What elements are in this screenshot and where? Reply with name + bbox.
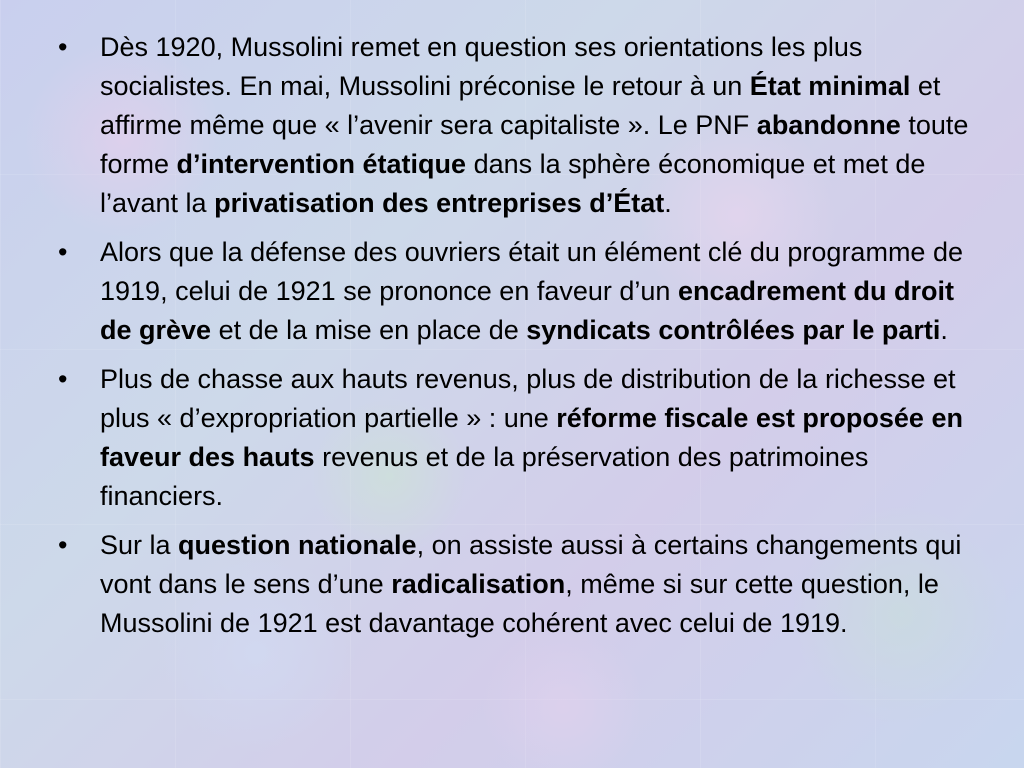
text-run: Alors que la défense des ouvriers était un élément clé du programme de 1919, celui de 1921 se prononce en faveur d’un [100,237,963,306]
bullet-text [100,32,968,218]
text-run: revenus et de la préservation des patrimoines financiers. [100,442,869,511]
bullet-text [100,530,961,638]
emphasis-run: privatisation des entreprises d’État [214,188,665,218]
text-run: Dès 1920, Mussolini remet en question ses orientations les plus socialistes. En mai, Mussolini préconise le retour à un [100,32,863,101]
text-run: Sur la [100,530,179,560]
bullet-list [58,28,970,653]
text-run: . [940,315,948,345]
emphasis-run: syndicats contrôlées par le parti [526,315,941,345]
emphasis-run: abandonne [756,110,901,140]
bullet-dot: • [58,237,68,267]
text-run: , on assiste aussi à certains changements qui vont dans le sens d’une [100,530,962,599]
text-run: et affirme même que « l’avenir sera capitaliste ». Le PNF [100,71,941,140]
bullet-item-1 [58,28,970,223]
text-run: et de la mise en place de [211,315,527,345]
bullet-item-2 [58,233,970,350]
emphasis-run: d’intervention étatique [176,149,467,179]
bullet-text [100,364,963,511]
text-run: Plus de chasse aux hauts revenus, plus de distribution de la richesse et plus « d’expropriation partielle » : une [100,364,956,433]
bullet-dot: • [58,530,68,560]
bullet-dot: • [58,364,68,394]
text-run: . [664,188,672,218]
emphasis-run: réforme fiscale est proposée en faveur des hauts [100,403,963,472]
emphasis-run: encadrement du droit de grève [100,276,954,345]
text-run: dans la sphère économique et met de l’avant la [100,149,926,218]
bullet-dot: • [58,32,68,62]
bullet-item-4 [58,526,970,643]
text-run: toute forme [100,110,969,179]
emphasis-run: État minimal [749,71,911,101]
bullet-item-3 [58,360,970,516]
emphasis-run: radicalisation [391,569,566,599]
emphasis-run: question nationale [178,530,417,560]
bullet-text [100,237,963,345]
text-run: , même si sur cette question, le Mussolini de 1921 est davantage cohérent avec celui de 1919. [100,569,939,638]
